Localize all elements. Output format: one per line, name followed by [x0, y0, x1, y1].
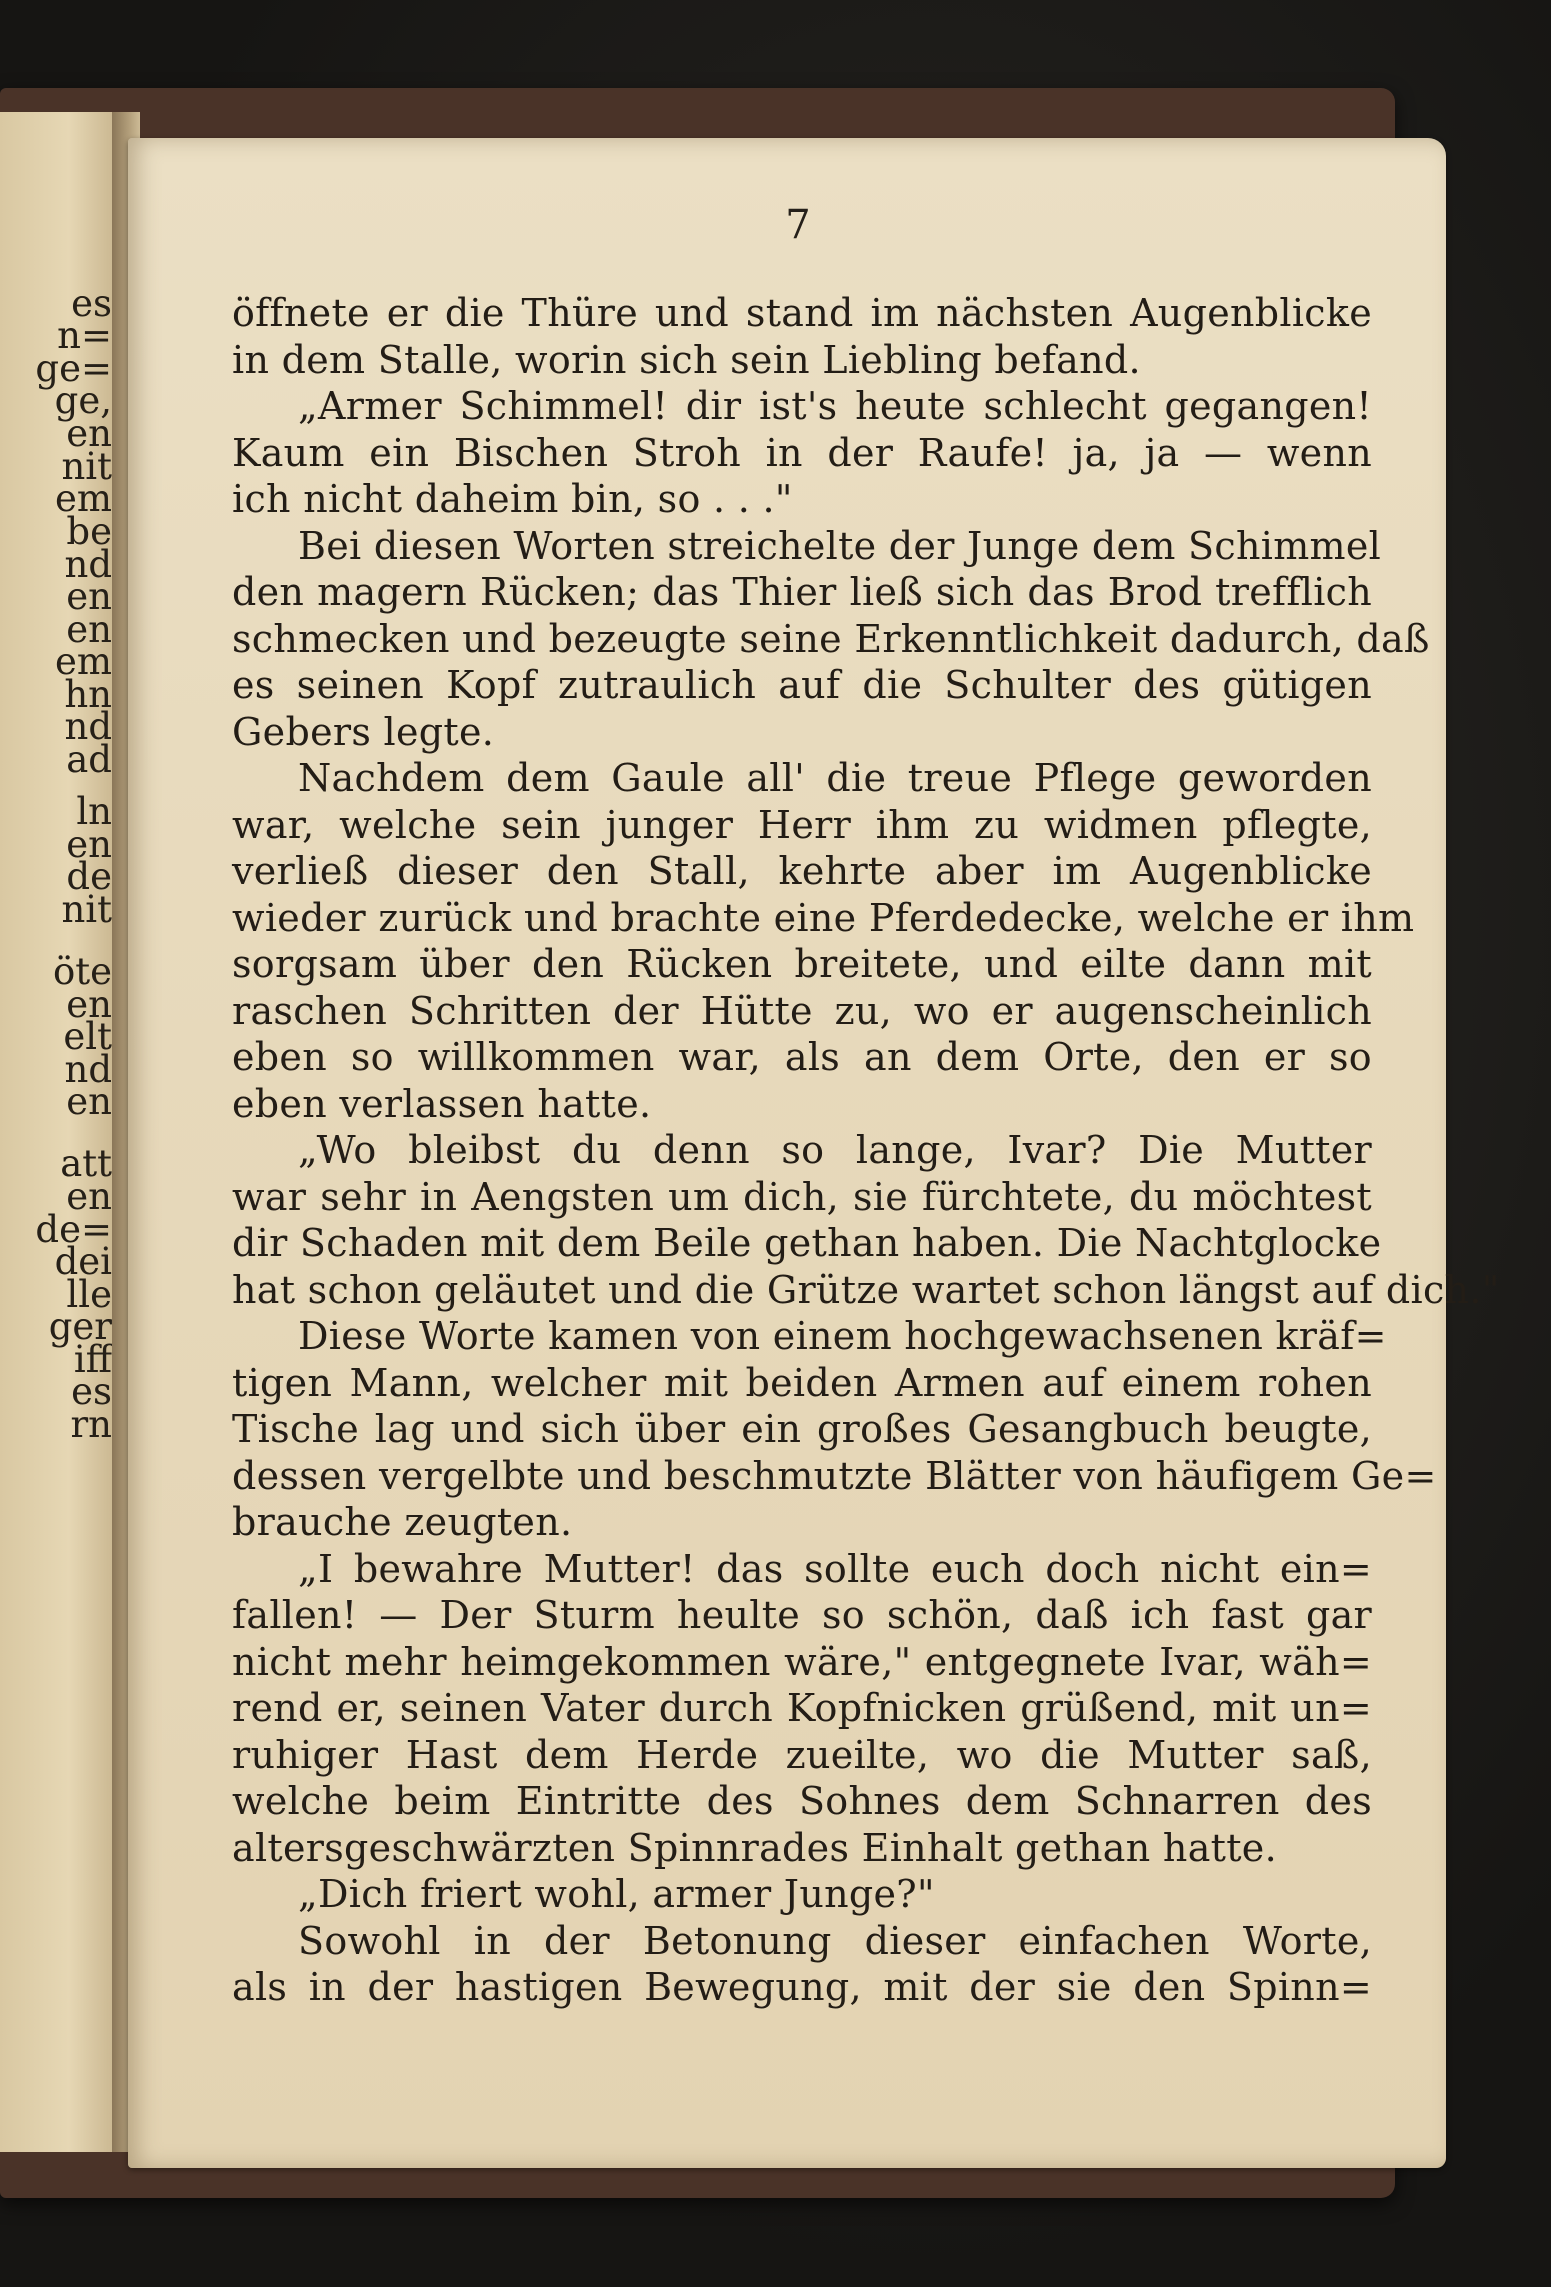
left-page-fragment: iff	[73, 1338, 112, 1381]
left-page-fragment: en	[66, 983, 112, 1026]
page-number: 7	[785, 202, 811, 248]
body-text	[232, 290, 1500, 2011]
text-line: sorgsam über den Rücken breitete, und eilte dann mit	[232, 942, 1372, 986]
text-line: eben verlassen hatte.	[232, 1081, 652, 1126]
text-line: in dem Stalle, worin sich sein Liebling befand.	[232, 337, 1141, 382]
left-page-fragment: n=	[57, 314, 112, 357]
left-page-fragment: de=	[35, 1208, 112, 1251]
text-line: als in der hastigen Bewegung, mit der sie den Spinn=	[232, 1965, 1372, 2009]
left-page-fragment: de	[66, 855, 112, 898]
left-page-fragment: ad	[66, 738, 112, 781]
text-line: Kaum ein Bischen Stroh in der Raufe! ja, ja — wenn	[232, 430, 1372, 475]
left-page-fragment: hn	[64, 673, 112, 716]
text-line: verließ dieser den Stall, kehrte aber im Augenblicke	[232, 849, 1372, 893]
left-page-fragment: em	[55, 640, 112, 683]
text-line: schmecken und bezeugte seine Erkenntlichkeit dadurch, daß	[232, 616, 1430, 661]
text-line: Nachdem dem Gaule all' die treue Pflege geworden	[298, 756, 1372, 800]
text-line: Sowohl in der Betonung dieser einfachen Worte,	[298, 1918, 1372, 1963]
text-line: „I bewahre Mutter! das sollte euch doch nicht ein=	[298, 1546, 1372, 1591]
left-page-fragment: rn	[70, 1403, 112, 1446]
text-line: fallen! — Der Sturm heulte so schön, daß ich fast gar	[232, 1593, 1372, 1637]
left-page-fragment: ger	[48, 1305, 112, 1348]
left-page-fragment: ge=	[35, 347, 112, 390]
left-page-fragment: dei	[54, 1240, 112, 1283]
left-page-fragment: en	[66, 608, 112, 651]
text-line: tigen Mann, welcher mit beiden Armen auf einem rohen	[232, 1360, 1372, 1405]
text-line: welche beim Eintritte des Sohnes dem Schnarren des	[232, 1779, 1372, 1823]
left-page-fragment: elt	[63, 1015, 112, 1058]
left-page-fragment: att	[60, 1142, 112, 1185]
text-line: es seinen Kopf zutraulich auf die Schulter des gütigen	[232, 663, 1372, 707]
left-page-fragment: ge,	[54, 379, 112, 422]
left-page-fragment: em	[55, 477, 112, 520]
text-line: Bei diesen Worten streichelte der Junge dem Schimmel	[298, 523, 1382, 568]
left-page-fragment: öte	[52, 950, 112, 993]
text-line: nicht mehr heimgekommen wäre," entgegnete Ivar, wäh=	[232, 1639, 1372, 1684]
text-line: war, welche sein junger Herr ihm zu widmen pflegte,	[232, 802, 1372, 847]
left-page-fragment: en	[66, 575, 112, 618]
text-line: Diese Worte kamen von einem hochgewachsenen kräf=	[298, 1314, 1387, 1358]
left-page-fragment: be	[66, 510, 112, 553]
left-page-fragment: nd	[64, 1048, 112, 1091]
text-line: „Armer Schimmel! dir ist's heute schlecht gegangen!	[298, 384, 1372, 428]
text-line: brauche zeugten.	[232, 1500, 573, 1544]
left-page-fragment: en	[66, 823, 112, 866]
text-line: Tische lag und sich über ein großes Gesangbuch beugte,	[232, 1407, 1372, 1451]
text-line: dir Schaden mit dem Beile gethan haben. Die Nachtglocke	[232, 1221, 1382, 1265]
left-page-fragment: nd	[64, 705, 112, 748]
left-page-fragment: ln	[76, 790, 112, 833]
text-line: „Dich friert wohl, armer Junge?"	[298, 1872, 935, 1916]
text-line: hat schon geläutet und die Grütze wartet schon längst auf dich."	[232, 1267, 1500, 1312]
left-page	[0, 112, 125, 2152]
text-line: den magern Rücken; das Thier ließ sich das Brod trefflich	[232, 570, 1372, 614]
left-page-fragment: en	[66, 1175, 112, 1218]
left-page-fragment: lle	[66, 1273, 112, 1316]
left-page-fragment: es	[71, 1370, 112, 1413]
text-line: rend er, seinen Vater durch Kopfnicken grüßend, mit un=	[232, 1686, 1372, 1730]
text-line: war sehr in Aengsten um dich, sie fürchtete, du möchtest	[232, 1174, 1372, 1219]
left-page-fragment: es	[71, 282, 112, 325]
text-line: wieder zurück und brachte eine Pferdedecke, welche er ihm	[232, 895, 1415, 940]
left-page-fragment: en	[66, 412, 112, 455]
text-line: ruhiger Hast dem Herde zueilte, wo die Mutter saß,	[232, 1732, 1372, 1777]
left-page-fragment: nd	[64, 543, 112, 586]
text-line: „Wo bleibst du denn so lange, Ivar? Die Mutter	[298, 1128, 1372, 1172]
left-page-fragment: nit	[61, 888, 112, 931]
text-line: öffnete er die Thüre und stand im nächsten Augenblicke	[232, 291, 1372, 335]
left-page-fragment: en	[66, 1080, 112, 1123]
text-line: altersgeschwärzten Spinnrades Einhalt gethan hatte.	[232, 1825, 1277, 1870]
text-line: dessen vergelbte und beschmutzte Blätter von häufigem Ge=	[232, 1453, 1437, 1498]
left-page-fragment: nit	[61, 445, 112, 488]
text-line: ich nicht daheim bin, so . . ."	[232, 477, 793, 521]
text-line: Gebers legte.	[232, 709, 495, 754]
text-line: eben so willkommen war, als an dem Orte, den er so	[232, 1035, 1372, 1079]
text-line: raschen Schritten der Hütte zu, wo er augenscheinlich	[232, 988, 1372, 1033]
right-page	[128, 138, 1500, 2168]
